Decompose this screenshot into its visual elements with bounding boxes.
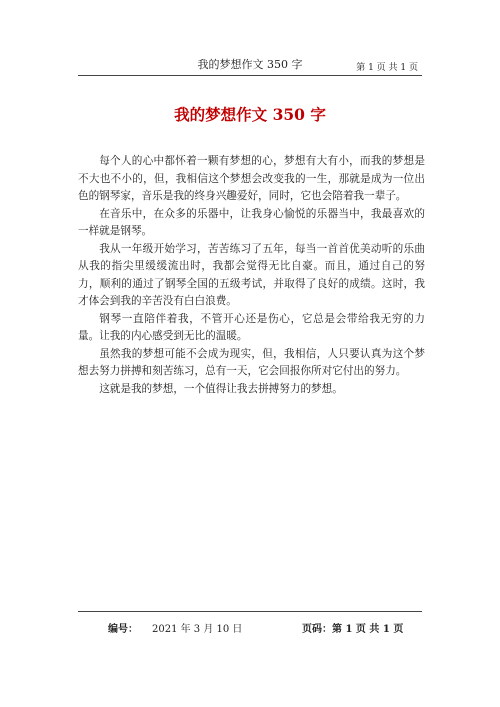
- document-title: 我的梦想作文 350 字: [174, 105, 326, 124]
- paragraph-3: 我从一年级开始学习，苦苦练习了五年，每当一首首优美动听的乐曲从我的指尖里缓缓流出时，我都会觉得无比自豪。而且，通过自己的努力，顺利的通过了钢琴全国的五级考试，并取得了良好的成绩。这时，我才体会到我的辛苦没有白白浪费。: [78, 242, 425, 307]
- paragraph-1: 每个人的心中都怀着一颗有梦想的心，梦想有大有小，而我的梦想是不大也不小的，但，我相信这个梦想会改变我的一生，那就是成为一位出色的钢琴家，音乐是我的终身兴趣爱好，同时，它也会陪着我一辈子。: [78, 155, 425, 202]
- paragraph-4: 钢琴一直陪伴着我，不管开心还是伤心，它总是会带给我无穷的力量。让我的内心感受到无比的温暖。: [78, 312, 425, 342]
- footer-page-value: 第 1 页 共 1 页: [332, 624, 404, 635]
- footer-page-label: 页码：: [302, 624, 332, 635]
- header-divider: [78, 75, 422, 76]
- footer-number: [108, 620, 242, 635]
- paragraph-5: 虽然我的梦想可能不会成为现实，但，我相信，人只要认真为这个梦想去努力拼搏和刻苦练习，总有一天，它会回报你所对它付出的努力。: [78, 347, 425, 377]
- header-title: 我的梦想作文 350 字: [197, 58, 303, 71]
- paragraph-2: 在音乐中，在众多的乐器中，让我身心愉悦的乐器当中，我最喜欢的一样就是钢琴。: [78, 207, 425, 237]
- paragraph-6: 这就是我的梦想，一个值得让我去拼搏努力的梦想。: [99, 382, 343, 395]
- footer-page: [302, 620, 403, 635]
- footer-number-value: 2021 年 3 月 10 日: [152, 624, 243, 635]
- document-body: [78, 153, 425, 398]
- header-page-indicator: 第 1 页 共 1 页: [356, 63, 418, 73]
- footer-divider: [78, 611, 422, 612]
- footer-number-label: 编号：: [108, 624, 138, 635]
